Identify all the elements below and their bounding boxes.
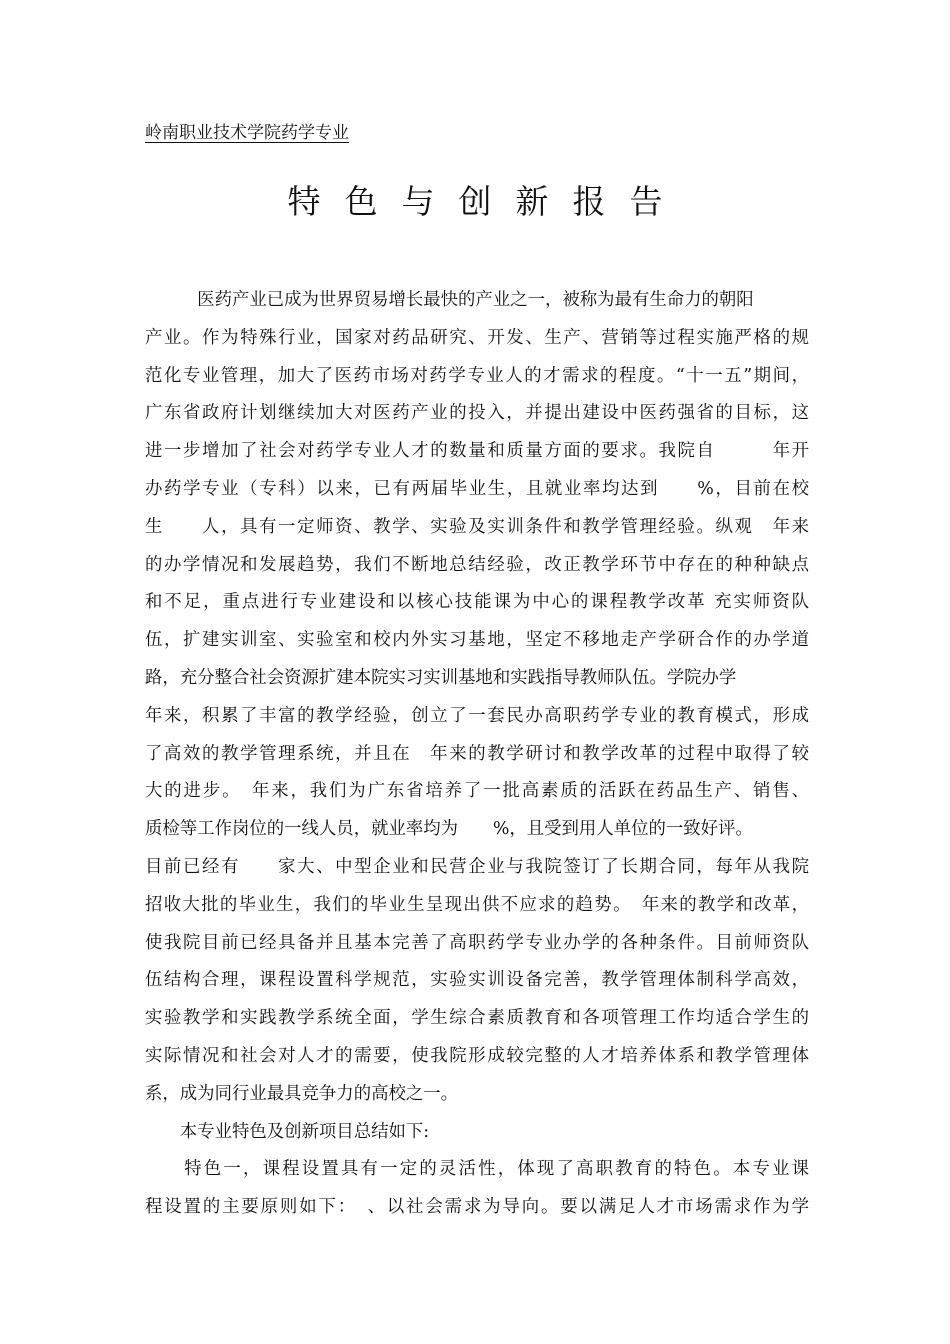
paragraph-line: 本专业特色及创新项目总结如下:	[145, 1121, 430, 1142]
paragraph-line: 和不足，重点进行专业建设和以核心技能课为中心的课程教学改革 充实师资队	[145, 592, 809, 613]
paragraph-line: 质检等工作岗位的一线人员，就业率均为 %，且受到用人单位的一致好评。	[145, 819, 753, 840]
paragraph-line: 生 人，具有一定师资、教学、实验及实训条件和教学管理经验。纵观 年来	[145, 516, 809, 537]
paragraph-line: 特色一，课程设置具有一定的灵活性，体现了高职教育的特色。本专业课	[145, 1159, 809, 1180]
paragraph-line: 系，成为同行业最具竞争力的高校之一。	[145, 1083, 459, 1104]
paragraph-line: 范化专业管理，加大了医药市场对药学专业人的才需求的程度。“十一五”期间，	[145, 365, 809, 386]
paragraph-line: 程设置的主要原则如下： 、以社会需求为导向。要以满足人才市场需求作为学	[145, 1197, 809, 1218]
document-body	[145, 282, 809, 1227]
paragraph-line: 办药学专业（专科）以来，已有两届毕业生，且就业率均达到 %，目前在校	[145, 478, 809, 499]
paragraph-line: 进一步增加了社会对药学专业人才的数量和质量方面的要求。我院自 年开	[145, 441, 809, 462]
paragraph-line: 伍结构合理，课程设置科学规范，实验实训设备完善，教学管理体制科学高效，	[145, 970, 809, 991]
paragraph-line: 的办学情况和发展趋势，我们不断地总结经验，改正教学环节中存在的种种缺点	[145, 554, 809, 575]
paragraph-line: 了高效的教学管理系统，并且在 年来的教学研讨和教学改革的过程中取得了较	[145, 743, 809, 764]
paragraph-line: 广东省政府计划继续加大对医药产业的投入，并提出建设中医药强省的目标，这	[145, 403, 809, 424]
paragraph-line: 目前已经有 家大、中型企业和民营企业与我院签订了长期合同，每年从我院	[145, 856, 809, 877]
paragraph-line: 大的进步。 年来，我们为广东省培养了一批高素质的活跃在药品生产、销售、	[145, 781, 809, 802]
paragraph-line: 实验教学和实践教学系统全面，学生综合素质教育和各项管理工作均适合学生的	[145, 1008, 809, 1029]
paragraph-line: 招收大批的毕业生，我们的毕业生呈现出供不应求的趋势。 年来的教学和改革，	[145, 894, 809, 915]
paragraph-line: 使我院目前已经具备并且基本完善了高职药学专业办学的各种条件。目前师资队	[145, 932, 809, 953]
document-title: 特色与创新报告	[287, 182, 687, 221]
paragraph-line: 伍，扩建实训室、实验室和校内外实习基地，坚定不移地走产学研合作的办学道	[145, 630, 809, 651]
paragraph-line: 产业。作为特殊行业，国家对药品研究、开发、生产、营销等过程实施严格的规	[145, 327, 809, 348]
paragraph-line: 实际情况和社会对人才的需要，使我院形成较完整的人才培养体系和教学管理体	[145, 1045, 809, 1066]
paragraph-line: 年来，积累了丰富的教学经验，创立了一套民办高职药学专业的教育模式，形成	[145, 705, 809, 726]
paragraph-line: 医药产业已成为世界贸易增长最快的产业之一，被称为最有生命力的朝阳	[145, 290, 754, 310]
paragraph-line: 路，充分整合社会资源扩建本院实习实训基地和实践指导教师队伍。学院办学	[145, 667, 737, 688]
document-header: 岭南职业技术学院药学专业	[145, 123, 349, 143]
